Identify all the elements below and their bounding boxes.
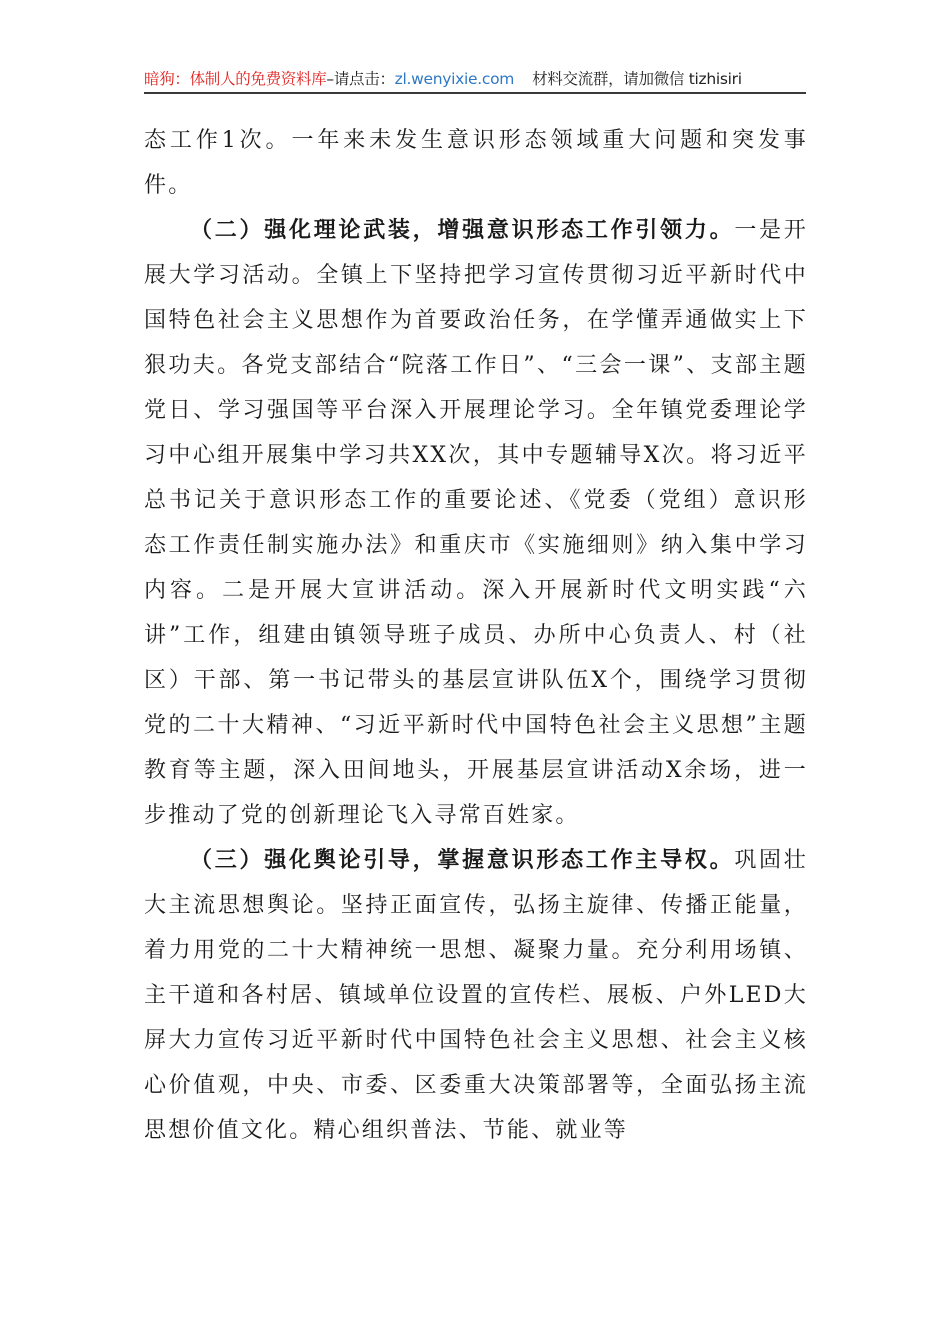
paragraph-2 — [144, 208, 808, 838]
paragraph-3 — [144, 838, 808, 1153]
header-prompt-text: –请点击： — [326, 70, 395, 88]
paragraph-1 — [144, 118, 808, 208]
page-header — [144, 66, 806, 92]
document-body — [144, 118, 808, 1153]
header-contact-text: 材料交流群，请加微信 tizhisiri — [532, 70, 742, 88]
paragraph-3-text: 巩固壮大主流思想舆论。坚持正面宣传，弘扬主旋律、传播正能量，着力用党的二十大精神统一思想、凝聚力量。充分利用场镇、主干道和各村居、镇域单位设置的宣传栏、展板、户外LED大屏大力宣传习近平新时代中国特色社会主义思想、社会主义核心价值观，中央、市委、区委重大决策部署等，全面弘扬主流思想价值文化。精心组织普法、节能、就业等 — [144, 848, 808, 1143]
header-brand-text: 暗狗：体制人的免费资料库 — [144, 70, 327, 88]
paragraph-2-text: 一是开展大学习活动。全镇上下坚持把学习宣传贯彻习近平新时代中国特色社会主义思想作为首要政治任务，在学懂弄通做实上下狠功夫。各党支部结合“院落工作日”、“三会一课”、支部主题党日、学习强国等平台深入开展理论学习。全年镇党委理论学习中心组开展集中学习共XX次，其中专题辅导X次。将习近平总书记关于意识形态工作的重要论述、《党委（党组）意识形态工作责任制实施办法》和重庆市《实施细则》纳入集中学习内容。二是开展大宣讲活动。深入开展新时代文明实践“六讲”工作，组建由镇领导班子成员、办所中心负责人、村（社区）干部、第一书记带头的基层宣讲队伍X个，围绕学习贯彻党的二十大精神、“习近平新时代中国特色社会主义思想”主题教育等主题，深入田间地头，开展基层宣讲活动X余场，进一步推动了党的创新理论飞入寻常百姓家。 — [144, 218, 808, 828]
section-heading-3: （三）强化舆论引导，掌握意识形态工作主导权。 — [190, 847, 735, 873]
header-website-link[interactable]: zl.wenyixie.com — [394, 70, 515, 88]
header-divider — [144, 92, 806, 94]
paragraph-1-text: 态工作1次。一年来未发生意识形态领域重大问题和突发事件。 — [144, 128, 808, 198]
section-heading-2: （二）强化理论武装，增强意识形态工作引领力。 — [190, 217, 735, 243]
